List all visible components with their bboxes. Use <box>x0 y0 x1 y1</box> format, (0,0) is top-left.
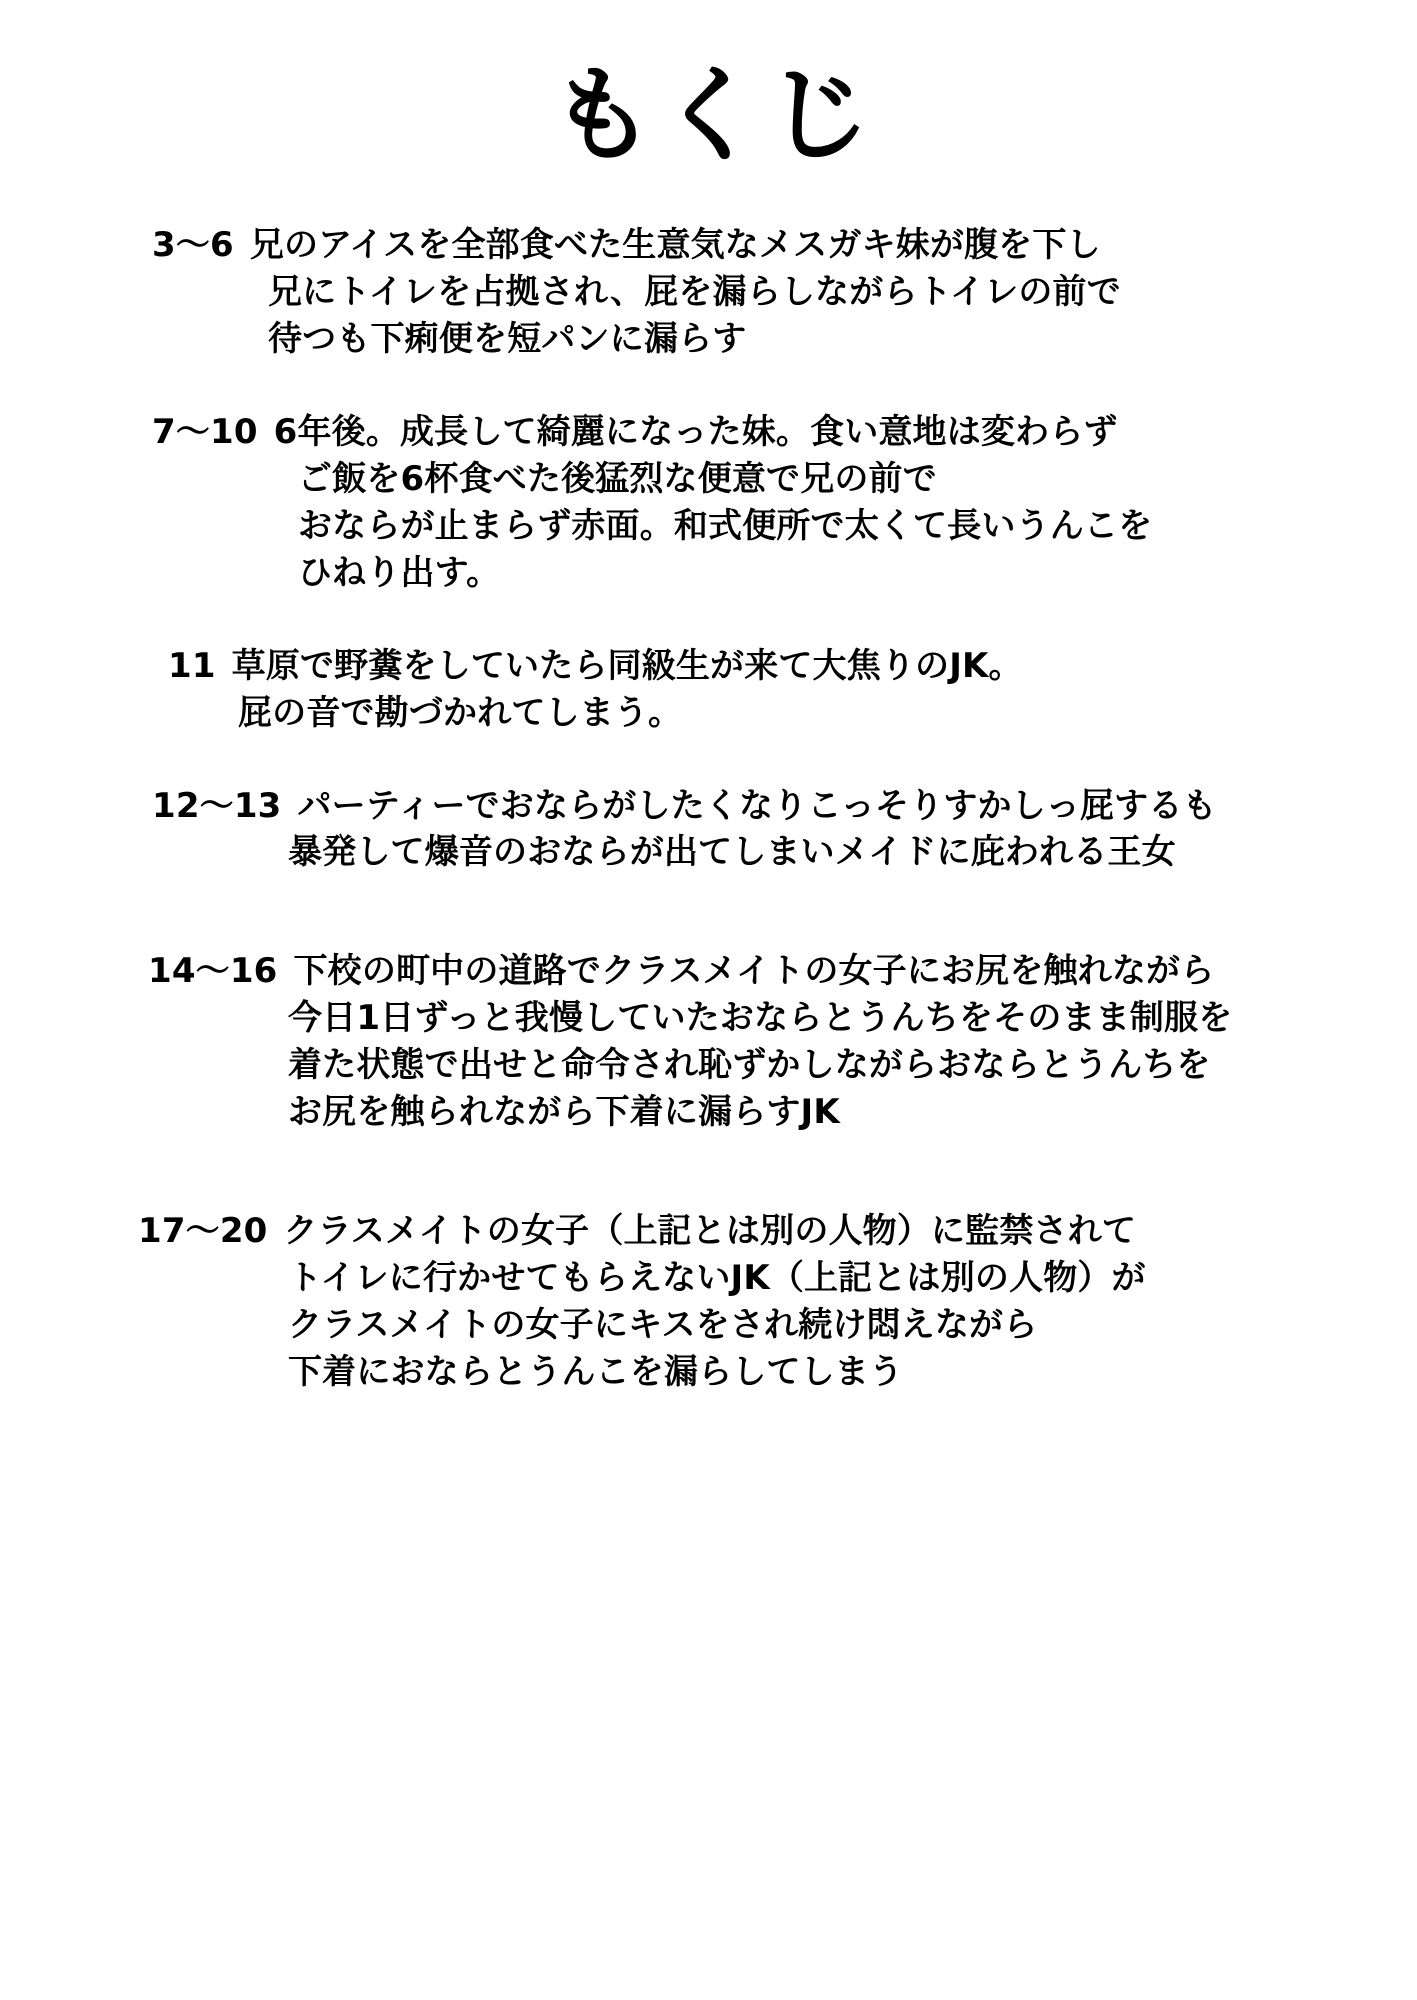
toc-entry-range: 12〜13 <box>152 785 282 826</box>
toc-entry-lines <box>0 222 1417 363</box>
toc-entry-text: 草原で野糞をしていたら同級生が来て大焦りのJK。 <box>231 645 1023 686</box>
toc-entry-text: 6年後。成長して綺麗になった妹。食い意地は変わらず <box>273 412 1118 453</box>
toc-entry-lines <box>0 783 1417 877</box>
toc-entry-lines <box>0 1208 1417 1396</box>
toc-entry <box>0 783 1417 877</box>
toc-entry-text: 下着におならとうんこを漏らしてしまう <box>288 1351 904 1392</box>
toc-entry <box>0 643 1417 737</box>
section-spacer <box>0 1182 1417 1208</box>
toc-entry <box>0 409 1417 597</box>
toc-entry-first-line <box>0 948 1417 995</box>
toc-entry-text: 今日1日ずっと我慢していたおならとうんちをそのまま制服を <box>288 998 1233 1039</box>
toc-entry-text: お尻を触られながら下着に漏らすJK <box>288 1092 840 1133</box>
toc-entry-text: トイレに行かせてもらえないJK（上記とは別の人物）が <box>288 1257 1146 1298</box>
toc-entry-first-line <box>0 409 1417 456</box>
toc-entry-first-line <box>0 222 1417 269</box>
toc-entry-text: 下校の町中の道路でクラスメイトの女子にお尻を触れながら <box>293 951 1215 992</box>
toc-entry-text: 暴発して爆音のおならが出てしまいメイドに庇われる王女 <box>288 832 1176 873</box>
toc-entry-text: おならが止まらず赤面。和式便所で太くて長いうんこを <box>298 505 1153 546</box>
toc-entry-range: 11 <box>168 645 216 686</box>
toc-entry-text: 屁の音で勘づかれてしまう。 <box>238 692 683 733</box>
toc-entry-text: クラスメイトの女子（上記とは別の人物）に監禁されて <box>283 1210 1137 1251</box>
toc-entry-text: 待つも下痢便を短パンに漏らす <box>268 319 747 360</box>
toc-entry <box>0 222 1417 363</box>
table-of-contents <box>0 222 1417 1395</box>
section-spacer <box>0 922 1417 948</box>
toc-entry-text: クラスメイトの女子にキスをされ続け悶えながら <box>288 1304 1038 1345</box>
toc-entry-text: 着た状態で出せと命令され恥ずかしながらおならとうんちを <box>288 1045 1211 1086</box>
toc-entry <box>0 948 1417 1136</box>
toc-entry-first-line <box>0 643 1417 690</box>
toc-entry-range: 14〜16 <box>148 951 278 992</box>
toc-entry-text: ひねり出す。 <box>298 552 501 593</box>
toc-entry-text: ご飯を6杯食べた後猛烈な便意で兄の前で <box>298 459 937 500</box>
toc-entry-first-line <box>0 783 1417 830</box>
toc-entry-lines <box>0 948 1417 1136</box>
toc-entry-range: 7〜10 <box>152 412 258 453</box>
toc-entry-text: パーティーでおならがしたくなりこっそりすかしっ屁するも <box>297 785 1217 826</box>
toc-entry-lines <box>0 409 1417 597</box>
toc-entry-text: 兄のアイスを全部食べた生意気なメスガキ妹が腹を下し <box>249 225 1101 266</box>
toc-entry <box>0 1208 1417 1396</box>
page-title: もくじ <box>550 54 875 176</box>
toc-entry-lines <box>0 643 1417 737</box>
toc-entry-first-line <box>0 1208 1417 1255</box>
toc-entry-range: 17〜20 <box>138 1210 268 1251</box>
toc-entry-text: 兄にトイレを占拠され、屁を漏らしながらトイレの前で <box>268 272 1121 313</box>
toc-entry-range: 3〜6 <box>152 225 234 266</box>
